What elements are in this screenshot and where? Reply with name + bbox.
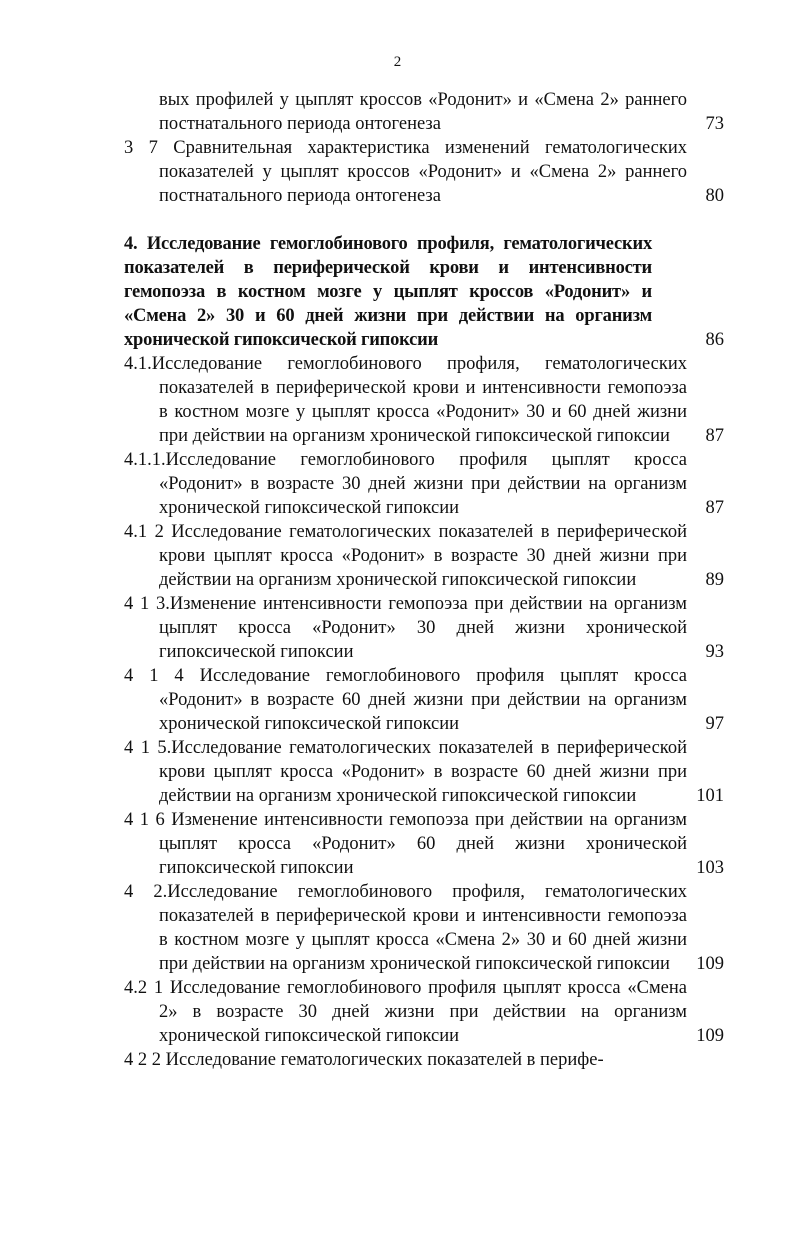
toc-entry xyxy=(124,352,724,448)
toc-entry xyxy=(124,136,724,208)
toc-entry-page: 89 xyxy=(705,570,724,590)
toc-entry-title: 4. Исследование гемоглобинового профиля, гематологических показателей в периферической крови и интенсивности гемопоэза в костном мозге у цыплят кроссов «Родонит» и «Смена 2» 30 и 60 дней жизни при действии на организм хронической гипоксической гипоксии xyxy=(124,234,652,350)
toc-entry xyxy=(124,736,724,808)
toc-entry xyxy=(124,808,724,880)
toc-entry-title: 3 7 Сравнительная характеристика изменений гематологических показателей у цыплят кроссов «Родонит» и «Смена 2» раннего постнатального периода онтогенеза xyxy=(124,138,687,206)
toc-entry-page: 97 xyxy=(705,714,724,734)
toc-entry-title: 4 1 6 Изменение интенсивности гемопоэза при действии на организм цыплят кросса «Родонит» 60 дней жизни хронической гипоксической гипоксии xyxy=(124,810,687,878)
toc-entry-title: 4.1.Исследование гемоглобинового профиля, гематологических показателей в периферической крови и интенсивности гемопоэза в костном мозге у цыплят кросса «Родонит» 30 и 60 дней жизни при действии на организм хронической гипоксической гипоксии xyxy=(124,354,687,446)
toc-entry-title: 4 1 4 Исследование гемоглобинового профиля цыплят кросса «Родонит» в возрасте 60 дней жизни при действии на организм хронической гипоксической гипоксии xyxy=(124,666,687,734)
toc-entry-title: 4.1.1.Исследование гемоглобинового профиля цыплят кросса «Родонит» в возрасте 30 дней жизни при действии на организм хронической гипоксической гипоксии xyxy=(124,450,687,518)
toc-entry xyxy=(124,1048,724,1072)
toc-chapter-heading xyxy=(124,232,724,352)
toc-entry-page: 87 xyxy=(705,426,724,446)
toc-entry-page: 93 xyxy=(705,642,724,662)
toc-entry-title: 4.1 2 Исследование гематологических показателей в периферической крови цыплят кросса «Родонит» в возрасте 30 дней жизни при действии на организм хронической гипоксической гипоксии xyxy=(124,522,687,590)
toc-entry-page: 73 xyxy=(705,114,724,134)
toc-entry xyxy=(124,664,724,736)
toc-entry xyxy=(124,880,724,976)
toc-entry-page: 86 xyxy=(705,330,724,350)
toc-entry-title: 4 1 5.Исследование гематологических показателей в периферической крови цыплят кросса «Родонит» в возрасте 60 дней жизни при действии на организм хронической гипоксической гипоксии xyxy=(124,738,687,806)
toc-entry-page: 103 xyxy=(696,858,724,878)
toc-entry-title: 4 1 3.Изменение интенсивности гемопоэза при действии на организм цыплят кросса «Родонит» 30 дней жизни хронической гипоксической гипоксии xyxy=(124,594,687,662)
toc-entry xyxy=(124,976,724,1048)
toc-entry-page: 109 xyxy=(696,1026,724,1046)
toc-entry-page: 87 xyxy=(705,498,724,518)
toc-entry-title: 4 2 2 Исследование гематологических показателей в перифе- xyxy=(124,1050,604,1070)
toc-entry-title: 4 2.Исследование гемоглобинового профиля, гематологических показателей в периферической крови и интенсивности гемопоэза в костном мозге у цыплят кросса «Смена 2» 30 и 60 дней жизни при действии на организм хронической гипоксической гипоксии xyxy=(124,882,687,974)
toc-entry xyxy=(124,88,724,136)
toc-entry xyxy=(124,448,724,520)
toc-entry xyxy=(124,592,724,664)
toc-entry xyxy=(124,520,724,592)
toc-entry-page: 109 xyxy=(696,954,724,974)
toc-entry-title: вых профилей у цыплят кроссов «Родонит» и «Смена 2» раннего постнатального периода онтогенеза xyxy=(159,90,687,134)
toc-entry-page: 80 xyxy=(705,186,724,206)
table-of-contents xyxy=(124,88,724,1072)
toc-entry-page: 101 xyxy=(696,786,724,806)
toc-entry-title: 4.2 1 Исследование гемоглобинового профиля цыплят кросса «Смена 2» в возрасте 30 дней жизни при действии на организм хронической гипоксической гипоксии xyxy=(124,978,687,1046)
page-number: 2 xyxy=(393,54,402,70)
